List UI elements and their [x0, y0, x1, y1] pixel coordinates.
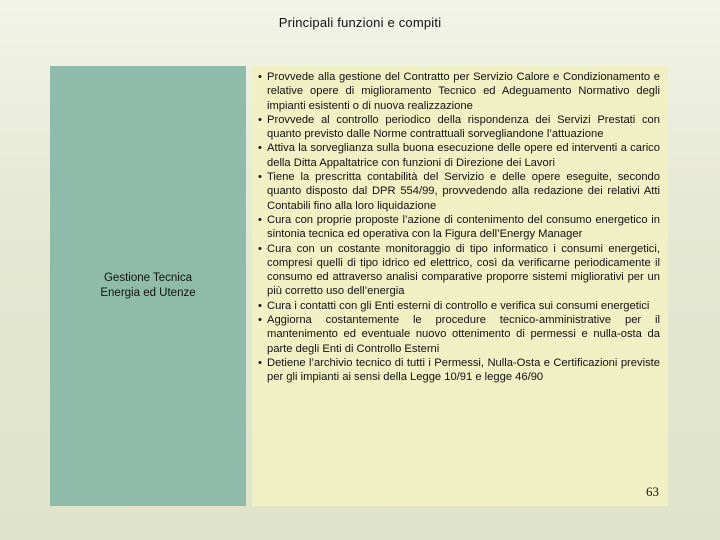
bullet-marker: • [258, 299, 262, 312]
duty-text: Aggiorna costantemente le procedure tecnico-amministrative per il mantenimento ed eventuale nuovo ottenimento di permessi e nulla-osta da parte degli Enti di Controllo Esterni [267, 314, 660, 355]
department-label [100, 271, 195, 301]
bullet-marker: • [258, 71, 262, 83]
duty-item [258, 242, 660, 299]
duty-item [258, 213, 660, 242]
bullet-marker: • [258, 113, 262, 126]
page-number: 63 [646, 484, 659, 499]
duty-text: Tiene la prescritta contabilità del Servizio e delle opere eseguite, secondo quanto disposto dal DPR 554/99, provvedendo alla redazione dei relativi Atti Contabili fino alla loro liquidazione [267, 171, 660, 212]
bullet-marker: • [258, 356, 262, 369]
bullet-marker: • [258, 314, 262, 327]
duties-list [252, 66, 668, 385]
duty-item [258, 113, 660, 142]
bullet-marker: • [258, 142, 262, 155]
duty-item [258, 70, 660, 113]
duty-text: Detiene l’archivio tecnico di tutti i Permessi, Nulla-Osta e Certificazioni previste per gli impianti ai sensi della Legge 10/91 e legge 46/90 [267, 356, 660, 384]
duty-item [258, 313, 660, 356]
duty-text: Provvede alla gestione del Contratto per Servizio Calore e Condizionamento e relative opere di miglioramento Tecnico ed Adeguamento Normativo degli impianti esistenti o di nuova realizzazione [267, 71, 660, 112]
duty-text: Cura i contatti con gli Enti esterni di controllo e verifica sui consumi energetici [267, 299, 650, 312]
duty-item [258, 141, 660, 170]
right-panel [252, 66, 668, 506]
bullet-marker: • [258, 213, 262, 226]
duty-item [258, 299, 660, 313]
duty-text: Cura con proprie proposte l’azione di contenimento del consumo energetico in sintonia tecnica ed operativa con la Figura dell’Energy Manager [267, 213, 660, 241]
duty-text: Cura con un costante monitoraggio di tipo informatico i consumi energetici, compresi quelli di tipo idrico ed elettrico, così da verificarne periodicamente il consumo ed attraverso analisi comparative proporre sistemi migliorativi per un più corretto uso dell’energia [267, 242, 660, 298]
bullet-marker: • [258, 242, 262, 255]
department-label-line2: Energia ed Utenze [100, 287, 196, 299]
duty-item [258, 170, 660, 213]
bullet-marker: • [258, 171, 262, 184]
duty-text: Attiva la sorveglianza sulla buona esecuzione delle opere ed interventi a carico della Ditta Appaltatrice con funzioni di Direzione dei Lavori [267, 142, 660, 169]
duty-text: Provvede al controllo periodico della rispondenza dei Servizi Prestati con quanto previsto dalle Norme contrattuali sorvegliandone l’attuazione [267, 113, 660, 141]
duty-item [258, 356, 660, 385]
left-panel [50, 66, 246, 506]
department-label-line1: Gestione Tecnica [103, 272, 192, 284]
slide-title: Principali funzioni e compiti [278, 15, 442, 30]
